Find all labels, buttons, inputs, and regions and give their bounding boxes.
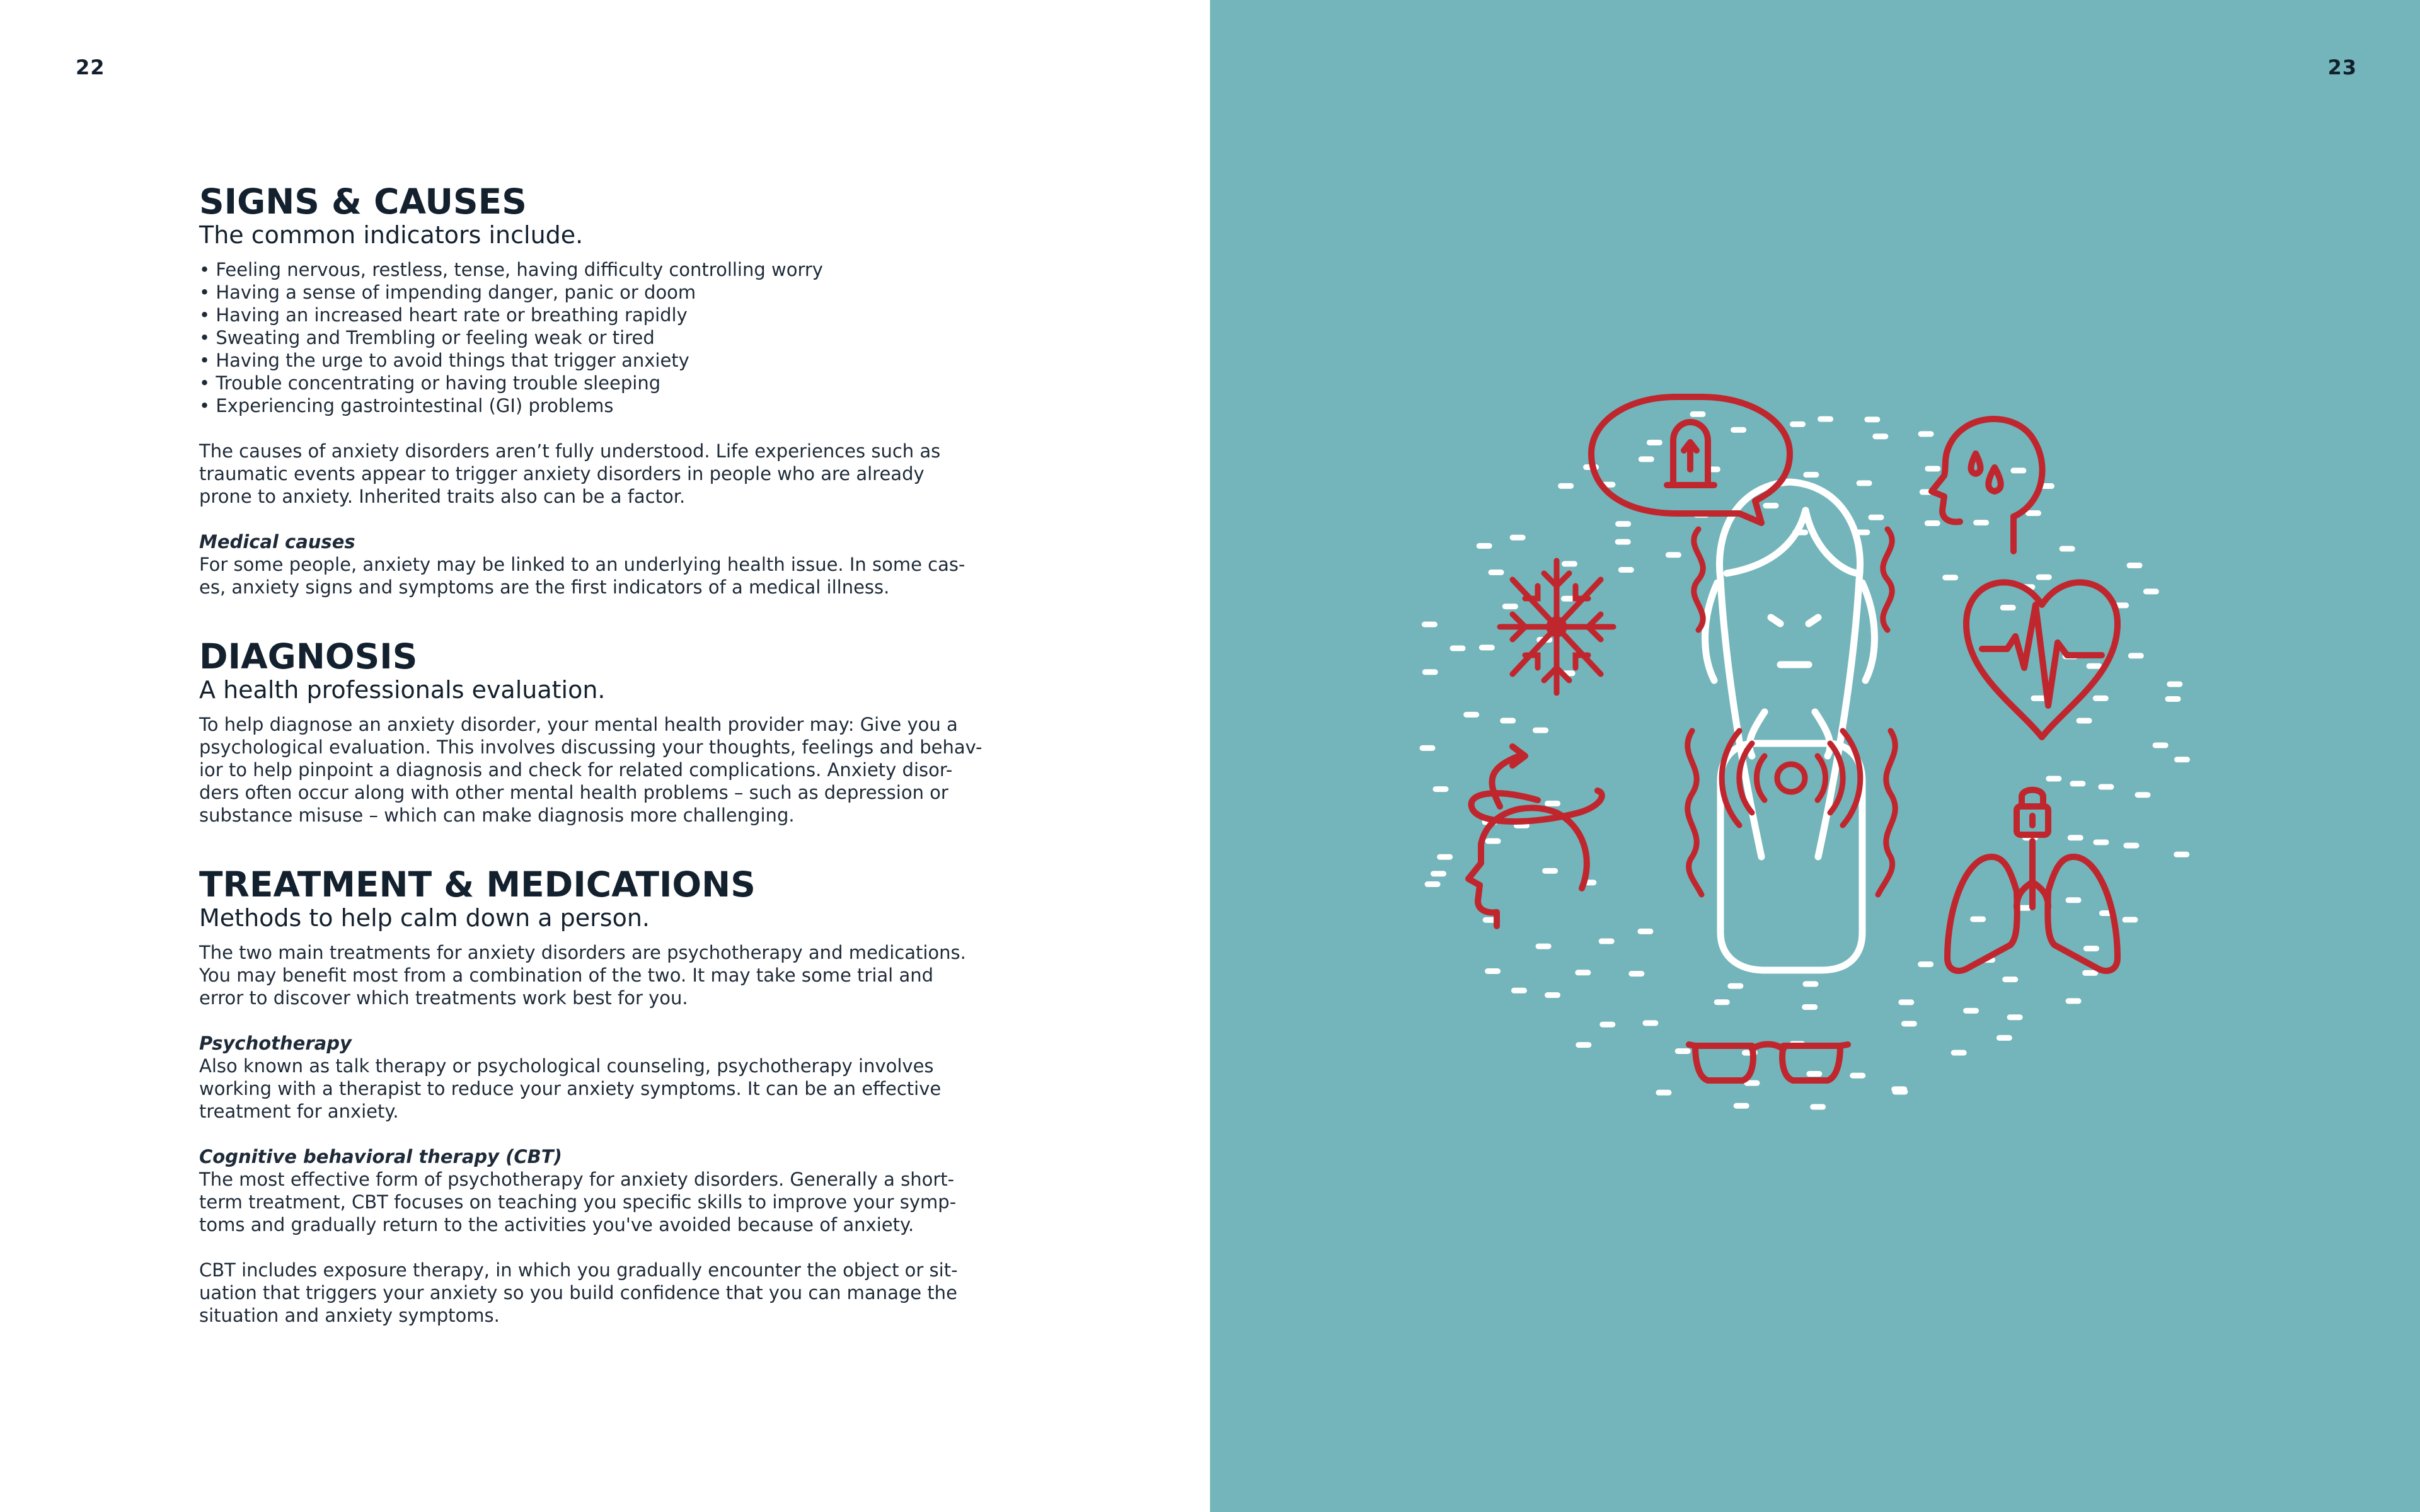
section-subtitle-treatment: Methods to help calm down a person.	[199, 904, 650, 932]
right-page	[1210, 0, 2420, 1512]
page-number-left: 22	[76, 55, 105, 79]
diagnosis-section	[199, 638, 1037, 827]
diagnosis-paragraph: To help diagnose an anxiety disorder, your mental health provider may: Give you a psychological evaluation. This involves discussing your thoughts, feelings and behav- ior to help pinpoint a diagnosis and check for related complications. Anxiety disor- ders often occur along with other mental health problems – such as depression or substance misuse – which can make diagnosis more challenging.	[199, 714, 982, 826]
person-icon	[1705, 482, 1875, 970]
causes-paragraph: The causes of anxiety disorders aren’t fully understood. Life experiences such as traumatic events appear to trigger anxiety disorders in people who are already prone to anxiety. Inherited traits also can be a factor.	[199, 440, 941, 507]
medical-causes-heading: Medical causes	[199, 531, 355, 553]
section-title-diagnosis: DIAGNOSIS	[199, 636, 418, 677]
anxiety-illustration	[1412, 302, 2244, 1184]
section-subtitle-diagnosis: A health professionals evaluation.	[199, 676, 606, 704]
list-item: • Having a sense of impending danger, panic or doom	[199, 281, 1037, 304]
treatment-section	[199, 866, 1037, 1327]
cbt-heading: Cognitive behavioral therapy (CBT)	[199, 1146, 562, 1167]
list-item: • Having the urge to avoid things that trigger anxiety	[199, 349, 1037, 372]
head-spin-icon	[1468, 747, 1602, 926]
lungs-lock-icon	[1947, 790, 2118, 971]
indicator-list	[199, 258, 1037, 417]
psychotherapy-heading: Psychotherapy	[199, 1033, 352, 1054]
snowflake-icon	[1500, 561, 1613, 693]
glasses-icon	[1689, 1045, 1848, 1081]
section-subtitle-signs: The common indicators include.	[199, 221, 584, 249]
list-item: • Sweating and Trembling or feeling weak or tired	[199, 326, 1037, 349]
treatment-paragraph: The two main treatments for anxiety disorders are psychotherapy and medications. You may benefit most from a combination of the two. It may take some trial and error to discover which treatments work best for you.	[199, 942, 966, 1009]
article-content	[199, 183, 1037, 1327]
list-item: • Experiencing gastrointestinal (GI) problems	[199, 394, 1037, 417]
exposure-therapy-paragraph: CBT includes exposure therapy, in which you gradually encounter the object or sit- uation that triggers your anxiety so you build confidence that you can manage the situation and anxiety symptoms.	[199, 1259, 958, 1326]
medical-causes-paragraph: For some people, anxiety may be linked to an underlying health issue. In some cas- es, anxiety signs and symptoms are the first indicators of a medical illness.	[199, 554, 965, 598]
psychotherapy-paragraph: Also known as talk therapy or psychological counseling, psychotherapy involves working with a therapist to reduce your anxiety symptoms. It can be an effective treatment for anxiety.	[199, 1055, 942, 1122]
heart-rate-icon	[1966, 582, 2118, 737]
signs-causes-section	[199, 183, 1037, 598]
list-item: • Feeling nervous, restless, tense, having difficulty controlling worry	[199, 258, 1037, 281]
section-title-signs: SIGNS & CAUSES	[199, 181, 527, 222]
head-sweat-icon	[1932, 419, 2043, 551]
page-number-right: 23	[2327, 55, 2357, 79]
section-title-treatment: TREATMENT & MEDICATIONS	[199, 864, 756, 905]
list-item: • Trouble concentrating or having trouble sleeping	[199, 372, 1037, 394]
list-item: • Having an increased heart rate or breathing rapidly	[199, 304, 1037, 326]
cbt-paragraph: The most effective form of psychotherapy for anxiety disorders. Generally a short- term treatment, CBT focuses on teaching you specific skills to improve your symp- toms and gradually return to the activities you've avoided because of anxiety.	[199, 1169, 957, 1235]
